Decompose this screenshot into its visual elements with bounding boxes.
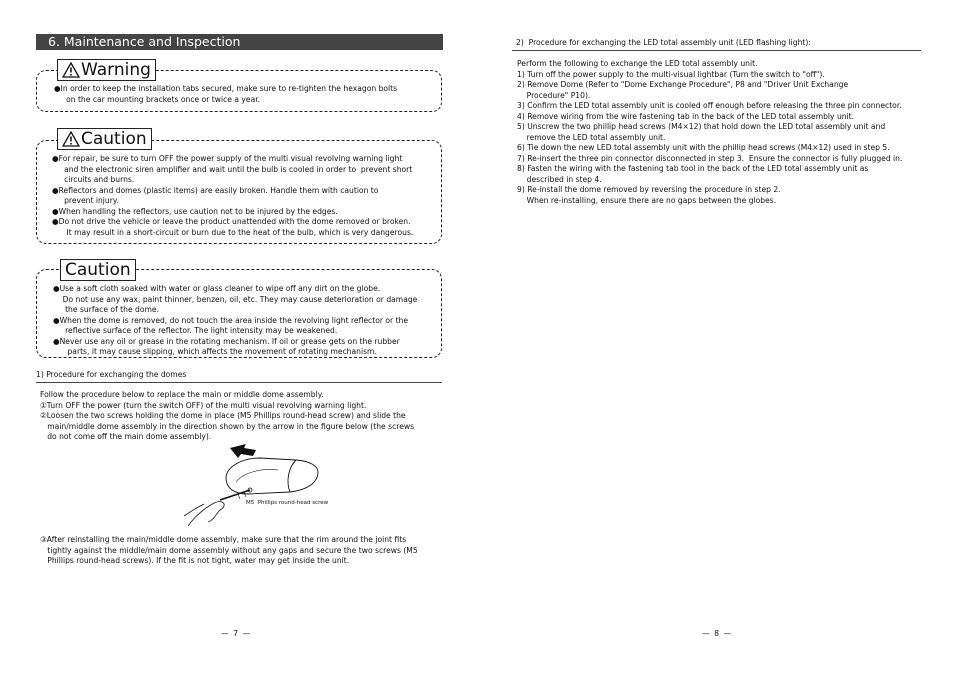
caution-title-1: Caution [81,129,147,149]
caution1-line: ●Do not drive the vehicle or leave the product unattended with the dome removed or broken. [52,217,411,226]
caution-title-box-2 [60,259,136,281]
slide-arrow-icon [230,444,256,458]
caution1-line: ●When handling the reflectors, use caution not to be injured by the edges. [52,206,338,216]
warning-title-box [57,59,156,81]
section-title: 6. Maintenance and Inspection [36,34,443,50]
caution2-line: ●When the dome is removed, do not touch the area inside the revolving light reflector or the [53,315,409,325]
caution1-line: ●For repair, be sure to turn OFF the power supply of the multi visual revolving warning light [52,154,403,163]
caution2-line: the surface of the dome. [53,305,159,314]
figure-label: M5 Phillips round-head screw [246,500,329,506]
procedure1-divider [36,382,442,383]
procedure2-divider [512,50,921,51]
procedure2-line: 4) Remove wiring from the wire fastening tab in the back of the LED total assembly unit. [517,111,855,121]
procedure2-line: 7) Re-insert the three pin connector disconnected in step 3. Ensure the connector is fully plugged in. [517,153,903,163]
procedure2-line: described in step 4. [517,174,602,184]
procedure1-line: main/middle dome assembly in the direction shown by the arrow in the figure below (the screws [40,421,415,431]
caution-triangle-icon [62,131,80,147]
procedure2-line: 1) Turn off the power supply to the multi-visual lightbar (Turn the switch to "off"). [517,69,825,79]
caution2-line: ●Never use any oil or grease in the rotating mechanism. If oil or grease gets on the rubber [53,336,400,346]
caution2-line: ●Use a soft cloth soaked with water or glass cleaner to wipe off any dirt on the globe. [53,284,381,293]
caution1-line: ●Reflectors and domes (plastic items) are easily broken. Handle them with caution to [52,185,379,195]
caution-text-2 [53,284,417,358]
caution1-line: It may result in a short-circuit or burn due to the heat of the bulb, which is very dangerous. [52,227,414,237]
procedure1-after-line: ③After reinstalling the main/middle dome assembly, make sure that the rim around the joint fits [40,535,407,544]
procedure2-line: 8) Fasten the wiring with the fastening tab tool in the back of the LED total assembly unit as [517,164,869,173]
caution2-line: reflective surface of the reflector. The light intensity may be weakened. [53,326,338,335]
caution-text-1 [52,154,413,238]
caution-title-2: Caution [65,260,131,280]
procedure2-line: remove the LED total assembly unit. [517,132,666,142]
procedure2-heading: 2) Procedure for exchanging the LED total assembly unit (LED flashing light): [516,38,811,47]
procedure1-line: ②Loosen the two screws holding the dome in place (M5 Phillips round-head screw) and slide the [40,411,406,420]
procedure2-line: Perform the following to exchange the LED total assembly unit. [517,59,758,68]
procedure1-heading: 1) Procedure for exchanging the domes [36,370,187,379]
warning-line: on the car mounting brackets once or twice a year. [54,94,261,104]
procedure2-line: Procedure" P10). [517,90,591,100]
caution1-line: prevent injury. [52,196,119,205]
procedure2-line: 5) Unscrew the two phillip head screws (M4×12) that hold down the LED total assembly unit and [517,122,886,131]
hand-icon [184,501,224,526]
procedure2-line: When re-installing, ensure there are no gaps between the globes. [517,195,777,205]
procedure1-after-line: tightly against the middle/main dome assembly without any gaps and secure the two screws (M5 [40,545,418,555]
procedure1-text [40,390,414,443]
dome-outline [226,458,318,494]
procedure1-after-line: Phillips round-head screws). If the fit is not tight, water may get inside the unit. [40,556,350,565]
procedure2-line: 9) Re-install the dome removed by reversing the procedure in step 2. [517,185,781,194]
procedure1-line: do not come off the main dome assembly). [40,432,212,441]
warning-line: ●In order to keep the installation tabs secured, make sure to re-tighten the hexagon bolts [54,84,398,93]
caution1-line: and the electronic siren amplifier and wait until the bulb is cooled in order to prevent short [52,164,413,174]
procedure2-line: 6) Tie down the new LED total assembly unit with the phillip head screws (M4×12) used in step 5. [517,143,890,152]
caution2-line: parts, it may cause slipping, which affects the movement of rotating mechanism. [53,347,377,356]
procedure1-line: ①Turn OFF the power (turn the switch OFF) of the multi visual revolving warning light. [40,400,367,410]
caution-title-box-1 [57,128,152,150]
warning-triangle-icon [62,62,80,78]
caution1-line: circuits and burns. [52,175,135,184]
page-number-7: — 7 — [221,629,251,638]
procedure2-line: 3) Confirm the LED total assembly unit is cooled off enough before releasing the three pin connector. [517,101,902,110]
page-number-8: — 8 — [702,629,732,638]
procedure2-line: 2) Remove Dome (Refer to "Dome Exchange Procedure", P8 and "Driver Unit Exchange [517,80,849,89]
procedure2-text [517,59,902,206]
procedure1-line: Follow the procedure below to replace the main or middle dome assembly. [40,390,324,399]
warning-title: Warning [81,60,151,80]
warning-text [54,84,397,105]
procedure1-after-text [40,535,418,567]
caution2-line: Do not use any wax, paint thinner, benzen, oil, etc. They may cause deterioration or damage [53,294,418,304]
dome-figure [178,442,328,532]
